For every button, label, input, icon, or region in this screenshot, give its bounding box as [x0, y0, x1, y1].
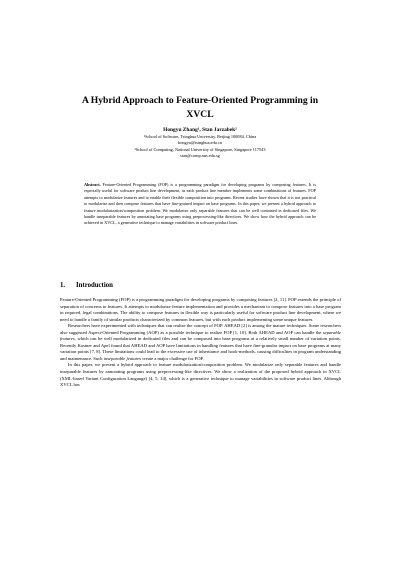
author-names: Hongyu Zhang¹, Stan Jarzabek²: [163, 127, 237, 133]
abstract: [84, 182, 316, 227]
email-2: stan@comp.nus.edu.sg: [180, 152, 220, 158]
author-block: [40, 126, 360, 159]
section-title: Introduction: [76, 282, 113, 289]
paragraph-2-part-b: , which can be well modularized in dedicated files and can be composed into base programs at a relatively small number of variation points. Recently Kastner and Apel found that AHEAD and AOP have limitations in handling features that have fine-granular impact on base programs at many variation points [7, 8]. These limitations could lead to the excessive use of inheritance and hook-methods, causing difficulties in program understanding and maintenance. Such: [60, 336, 341, 361]
paragraph-2-part-c: create a major challenge for FOP.: [141, 355, 204, 361]
paragraph-2-part-a: Researchers have experimented with techniques that can realize the concept of FOP. AHEAD [2] is among the mature techniques. Some researchers also suggested Aspect-Oriented Programming (AOP) as a possible technique to realize FOP [1, 10]. Both AHEAD and AOP can handle the: [60, 323, 341, 335]
title-line-2: XVCL: [186, 109, 214, 120]
email-1: hongyu@tsinghua.edu.cn: [178, 140, 222, 146]
section-heading: [60, 281, 340, 291]
emphasis-separable-features: separable features: [60, 329, 341, 342]
paper-title: [40, 94, 360, 122]
affiliation-2: ²School of Computing, National University of Singapore, Singapore 117543: [134, 146, 266, 152]
affiliation-1: ¹School of Software, Tsinghua University, Beijing 100084, China: [143, 134, 257, 139]
body-text: [60, 297, 341, 389]
title-line-1: A Hybrid Approach to Feature-Oriented Programming in: [81, 95, 319, 106]
abstract-text: Feature-Oriented Programming (FOP) is a programming paradigm for developing programs by composing features. It is especially useful for software product line development, as each product line member implements some combinations of features. FOP attempts to modularize features and to enable their flexible composition into programs. Recent studies have shown that it is not practical to modularize and then compose features that have fine-grained impact on base programs. In this paper, we present a hybrid approach to feature modularization/composition problem. We modularize only separable features that can be well contained in dedicated files. We handle inseparable features by annotating base programs using preprocessing-like directives. We show how the hybrid approach can be achieved in XVCL, a generative technique to manage variabilities in software product lines.: [84, 182, 316, 226]
paragraph-2: [60, 323, 341, 362]
paragraph-1: Feature-Oriented Programming (FOP) is a programming paradigm for developing programs by composing features [2, 11]. FOP extends the principle of separation of concerns to features. It attempts to modularize feature implementation and provides a mechanism to compose features into a base program in required, legal combinations. The ability to compose features in flexible way is particularly useful for software product line development, where we need to handle a family of similar products characterized by common features, but with each product implementing some unique features.: [60, 297, 341, 322]
section-number: 1.: [60, 282, 66, 289]
paragraph-3: In this paper, we present a hybrid approach to feature modularization/composition problem. We modularize only separable features and handle inseparable features by annotating programs using preprocessing-like directives. We show a realization of the proposed hybrid approach in XVCL (XML-based Variant Configuration Langauge) [4, 5, 14], which is a generative technique to manage variabilities in software product lines. Although XVCL has: [60, 362, 341, 388]
emphasis-inseparable-features: inseparable features: [103, 355, 142, 361]
abstract-label: Abstract.: [84, 182, 101, 187]
